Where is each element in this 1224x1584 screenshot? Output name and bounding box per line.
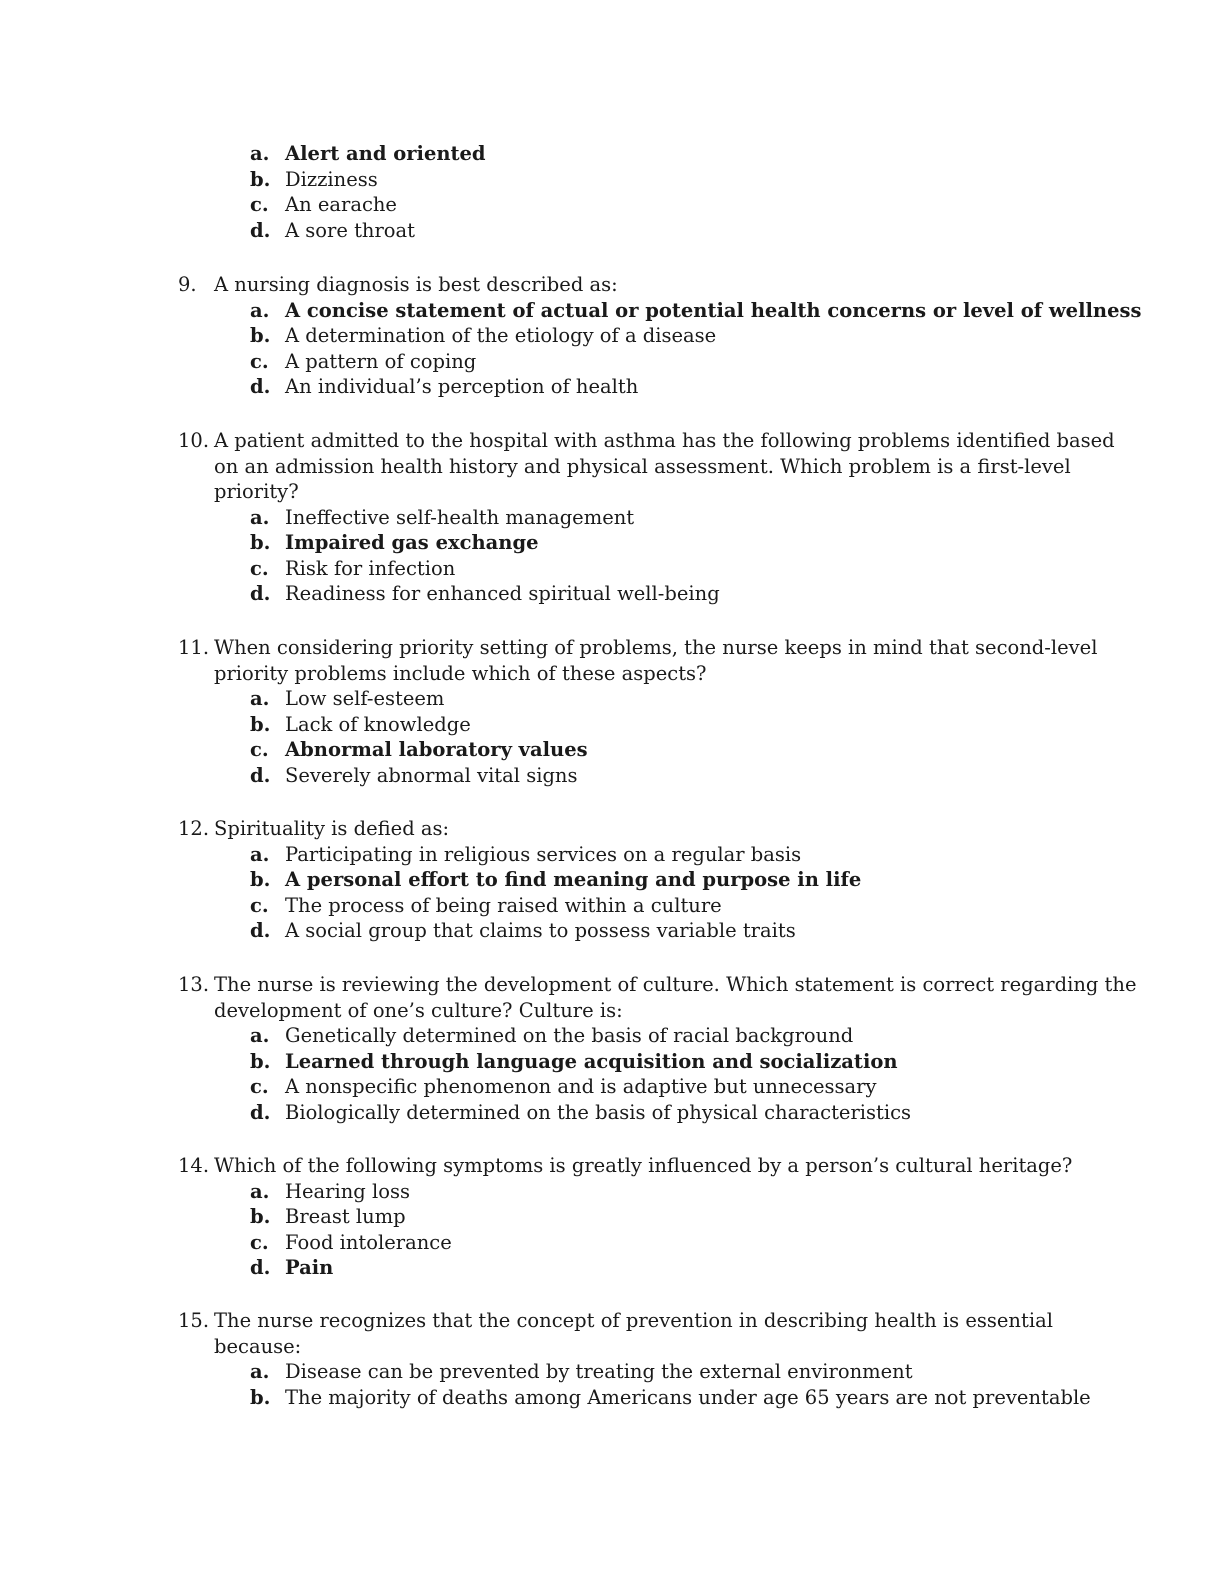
option-text: A nonspecific phenomenon and is adaptive but unnecessary xyxy=(285,1075,877,1098)
option-item xyxy=(250,737,1078,763)
question-stem xyxy=(178,1308,1078,1359)
option-letter: c. xyxy=(250,893,269,917)
option-letter: c. xyxy=(250,1230,269,1254)
question-stem xyxy=(178,972,1137,1023)
question-12 xyxy=(178,816,1078,944)
question-text: The nurse is reviewing the development of culture. Which statement is correct regarding the xyxy=(214,973,1137,996)
option-text: Breast lump xyxy=(285,1205,406,1228)
question-text: on an admission health history and physical assessment. Which problem is a first-level xyxy=(214,454,1071,478)
option-letter: b. xyxy=(250,1205,271,1228)
option-text: The process of being raised within a culture xyxy=(285,893,722,917)
option-text: Hearing loss xyxy=(285,1179,410,1203)
question-text: Which of the following symptoms is greatly influenced by a person’s cultural heritage? xyxy=(214,1154,1073,1177)
option-letter: d. xyxy=(250,1100,271,1124)
option-letter: c. xyxy=(250,349,269,373)
option-item xyxy=(250,918,1078,944)
question-15 xyxy=(178,1308,1091,1410)
option-letter: c. xyxy=(250,738,269,761)
option-item xyxy=(250,374,1078,400)
option-item xyxy=(250,1255,1078,1281)
option-item xyxy=(250,1074,1078,1100)
question-stem xyxy=(178,635,1098,686)
question-9 xyxy=(178,272,1142,400)
option-letter: d. xyxy=(250,919,271,942)
option-item xyxy=(250,298,1142,324)
option-letter: a. xyxy=(250,298,270,322)
option-list xyxy=(250,298,1142,400)
option-list xyxy=(250,1023,1078,1125)
option-letter: d. xyxy=(250,582,271,605)
option-letter: a. xyxy=(250,1024,270,1047)
option-item xyxy=(250,1049,1078,1075)
option-text: Low self-esteem xyxy=(285,687,445,710)
question-13 xyxy=(178,972,1137,1125)
option-text: A pattern of coping xyxy=(285,349,477,373)
option-item xyxy=(250,1023,1078,1049)
option-item xyxy=(250,141,486,167)
question-text: A nursing diagnosis is best described as: xyxy=(214,273,618,296)
option-item xyxy=(250,712,1078,738)
option-text: Learned through language acquisition and socialization xyxy=(285,1049,898,1073)
option-item xyxy=(250,581,1078,607)
option-item xyxy=(250,842,1078,868)
option-letter: a. xyxy=(250,687,270,710)
option-text: A determination of the etiology of a disease xyxy=(285,324,717,347)
option-item xyxy=(250,893,1078,919)
option-text: Ineffective self-health management xyxy=(285,505,635,529)
option-item xyxy=(250,530,1078,556)
question-number: 15. xyxy=(178,1309,210,1332)
question-number: 13. xyxy=(178,973,210,996)
option-text: Abnormal laboratory values xyxy=(285,738,588,761)
option-letter: c. xyxy=(250,193,269,216)
question-stem xyxy=(178,428,1115,505)
option-list xyxy=(250,1359,1091,1410)
option-text: Participating in religious services on a regular basis xyxy=(285,842,802,866)
option-letter: d. xyxy=(250,763,271,787)
option-letter: d. xyxy=(250,1256,271,1279)
option-list xyxy=(250,505,1078,607)
question-number: 11. xyxy=(178,636,210,659)
option-text: Biologically determined on the basis of physical characteristics xyxy=(285,1100,912,1124)
option-text: Lack of knowledge xyxy=(285,712,471,736)
option-letter: c. xyxy=(250,1075,269,1098)
option-letter: a. xyxy=(250,1179,270,1203)
option-item xyxy=(250,349,1078,375)
question-stem xyxy=(178,1153,1078,1179)
question-text: Spirituality is defied as: xyxy=(214,817,450,840)
option-item xyxy=(250,686,1078,712)
question-stem xyxy=(178,272,1078,298)
option-text: A personal effort to find meaning and purpose in life xyxy=(285,868,862,891)
question-text: priority problems include which of these aspects? xyxy=(214,661,707,685)
option-letter: b. xyxy=(250,1049,271,1073)
option-item xyxy=(250,763,1078,789)
option-letter: b. xyxy=(250,324,271,347)
option-text: A sore throat xyxy=(285,218,416,242)
option-text: An individual’s perception of health xyxy=(285,375,639,398)
option-item xyxy=(250,1230,1078,1256)
option-text: Dizziness xyxy=(285,167,378,191)
option-item xyxy=(250,323,1078,349)
question-text: When considering priority setting of problems, the nurse keeps in mind that second-level xyxy=(214,636,1098,659)
option-text: Impaired gas exchange xyxy=(285,531,539,554)
option-letter: a. xyxy=(250,842,270,866)
option-item xyxy=(250,1385,1091,1411)
question-number: 12. xyxy=(178,817,210,840)
option-text: Food intolerance xyxy=(285,1230,452,1254)
question-11 xyxy=(178,635,1098,788)
option-list xyxy=(250,141,486,243)
option-letter: b. xyxy=(250,868,271,891)
option-text: Disease can be prevented by treating the external environment xyxy=(285,1360,913,1383)
option-item xyxy=(250,1100,1078,1126)
option-letter: b. xyxy=(250,1385,271,1409)
option-letter: d. xyxy=(250,375,271,398)
question-14 xyxy=(178,1153,1078,1281)
option-list xyxy=(250,686,1078,788)
question-text: priority? xyxy=(214,480,299,503)
option-letter: c. xyxy=(250,556,269,580)
question-stem xyxy=(178,816,1078,842)
option-item xyxy=(250,1179,1078,1205)
option-item xyxy=(250,867,1078,893)
option-text: Alert and oriented xyxy=(285,142,486,165)
option-text: Genetically determined on the basis of racial background xyxy=(285,1024,854,1047)
question-10 xyxy=(178,428,1115,607)
option-letter: d. xyxy=(250,218,271,242)
option-letter: a. xyxy=(250,505,270,529)
question-number: 10. xyxy=(178,429,210,452)
question-text: The nurse recognizes that the concept of prevention in describing health is essential xyxy=(214,1309,1053,1332)
option-text: A social group that claims to possess variable traits xyxy=(285,919,796,942)
option-item xyxy=(250,192,486,218)
option-text: An earache xyxy=(285,193,397,216)
option-item xyxy=(250,167,486,193)
option-letter: a. xyxy=(250,1360,270,1383)
option-list xyxy=(250,842,1078,944)
question-number: 14. xyxy=(178,1154,210,1177)
option-letter: b. xyxy=(250,712,271,736)
option-text: The majority of deaths among Americans under age 65 years are not preventable xyxy=(285,1385,1091,1409)
question-text: A patient admitted to the hospital with asthma has the following problems identified based xyxy=(214,429,1115,452)
question-text: development of one’s culture? Culture is: xyxy=(214,998,623,1022)
option-letter: a. xyxy=(250,142,270,165)
option-item xyxy=(250,218,486,244)
option-text: Pain xyxy=(285,1256,334,1279)
option-item xyxy=(250,505,1078,531)
option-letter: b. xyxy=(250,167,271,191)
option-list xyxy=(250,1179,1078,1281)
option-text: Risk for infection xyxy=(285,556,456,580)
option-item xyxy=(250,1359,1078,1385)
option-item xyxy=(250,1204,1078,1230)
option-text: Severely abnormal vital signs xyxy=(285,763,578,787)
question-number: 9. xyxy=(178,273,197,296)
option-item xyxy=(250,556,1078,582)
option-text: A concise statement of actual or potential health concerns or level of wellness xyxy=(285,298,1142,322)
option-letter: b. xyxy=(250,531,271,554)
option-text: Readiness for enhanced spiritual well-being xyxy=(285,582,720,605)
carryover-options xyxy=(250,141,486,243)
question-text: because: xyxy=(214,1334,302,1358)
